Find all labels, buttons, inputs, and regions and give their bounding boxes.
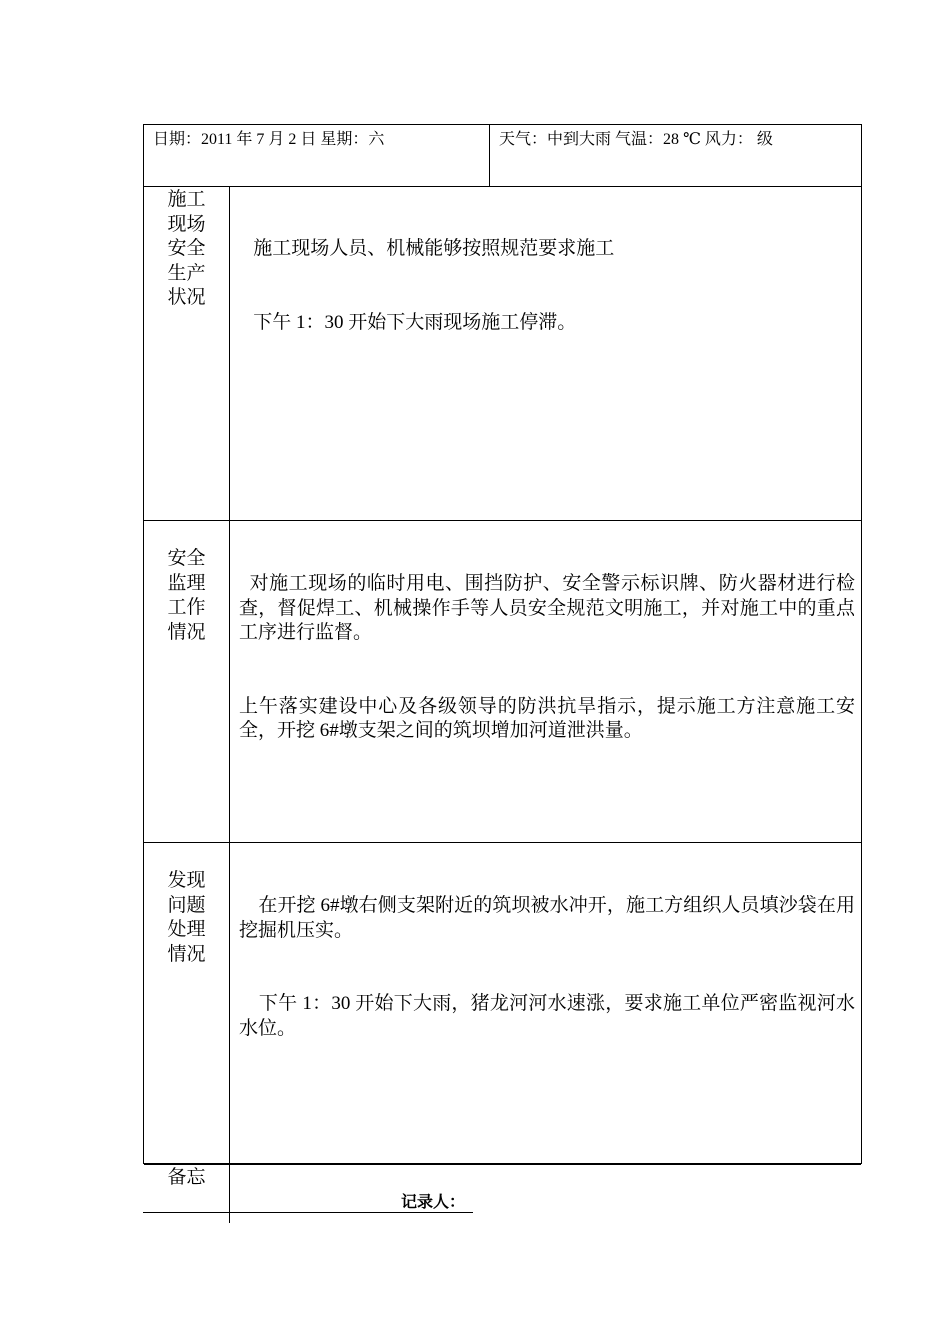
recorder-label: 记录人： xyxy=(400,1192,465,1211)
issue-handling-row xyxy=(144,843,861,1165)
site-safety-paragraph-1: 施工现场人员、机械能够按照规范要求施工 xyxy=(239,238,615,259)
site-safety-content-cell xyxy=(231,187,861,520)
weather-field: 天气：中到大雨 气温：28 ℃ 风力： 级 xyxy=(499,131,773,148)
issue-handling-paragraph-1: 在开挖 6#墩右侧支架附近的筑坝被水冲开，施工方组织人员填沙袋在用挖掘机压实。 xyxy=(239,895,855,941)
issue-handling-label: 发现问题处理情况 xyxy=(167,870,206,965)
issue-handling-paragraph-2: 下午 1：30 开始下大雨，猪龙河河水速涨，要求施工单位严密监视河水水位。 xyxy=(239,993,855,1039)
issue-handling-content-cell xyxy=(231,843,861,1164)
site-safety-label: 施工现场安全生产状况 xyxy=(167,189,206,308)
supervision-work-paragraph-2: 上午落实建设中心及各级领导的防洪抗旱指示，提示施工方注意施工安全，开挖 6#墩支架之间的筑坝增加河道泄洪量。 xyxy=(239,695,855,741)
supervision-work-row xyxy=(144,521,861,843)
site-safety-paragraph-2: 下午 1：30 开始下大雨现场施工停滞。 xyxy=(239,311,577,333)
memo-label: 备忘 xyxy=(167,1167,206,1188)
site-safety-row xyxy=(144,187,861,521)
issue-handling-label-cell xyxy=(144,843,230,1164)
supervision-work-content-cell xyxy=(231,521,861,842)
date-field: 日期：2011 年 7 月 2 日 星期：六 xyxy=(153,131,385,148)
supervision-work-label-cell xyxy=(144,521,230,842)
supervision-log-table xyxy=(143,124,862,1188)
date-cell xyxy=(144,125,490,186)
weather-cell xyxy=(490,125,861,186)
supervision-work-label: 安全监理工作情况 xyxy=(167,548,206,643)
header-row xyxy=(144,125,861,187)
supervision-work-paragraph-1: 对施工现场的临时用电、围挡防护、安全警示标识牌、防火器材进行检查，督促焊工、机械操作手等人员安全规范文明施工，并对施工中的重点工序进行监督。 xyxy=(239,573,855,643)
recorder-signature-line xyxy=(143,1192,473,1213)
site-safety-label-cell xyxy=(144,187,230,520)
